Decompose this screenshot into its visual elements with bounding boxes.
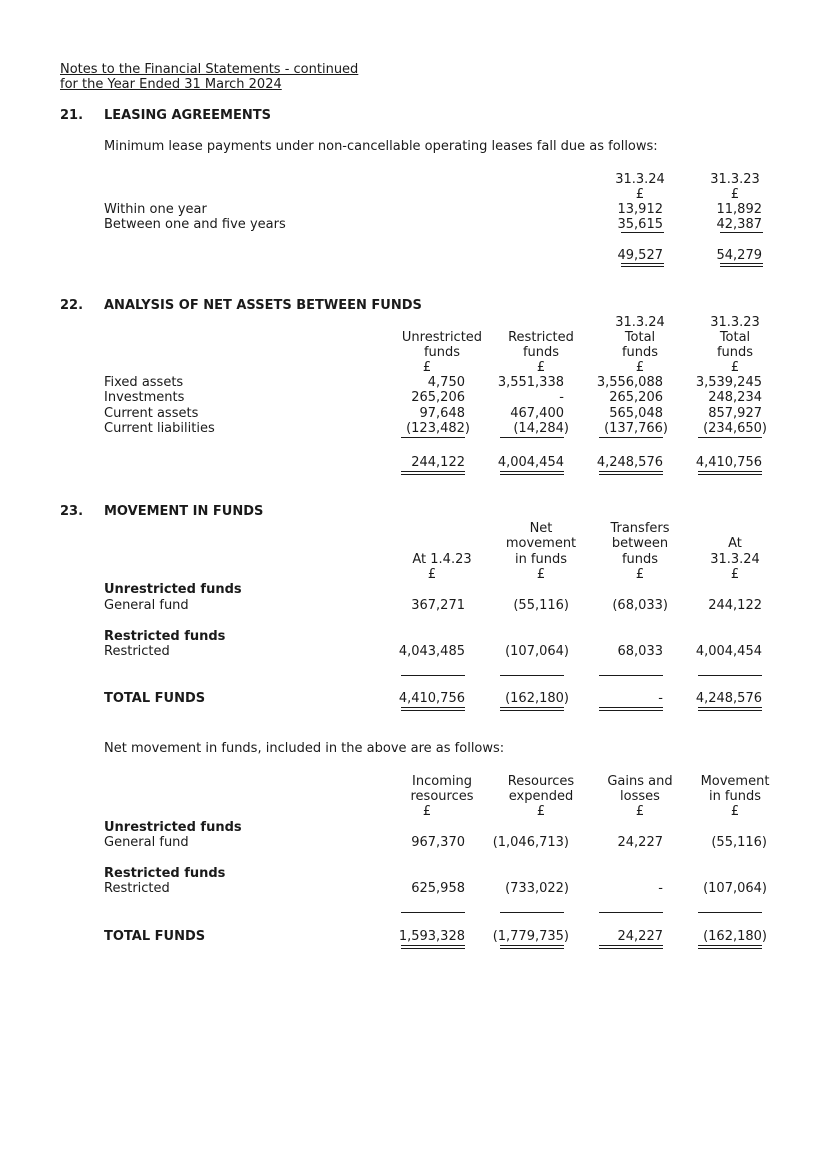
s23b-total-double-rule	[500, 945, 564, 949]
s22-total-double-rule	[401, 471, 465, 475]
s23-cell: (55,116)	[513, 598, 569, 613]
s22-cell: 565,048	[609, 406, 663, 421]
s22-total: 4,248,576	[596, 455, 663, 470]
s23b-cell: -	[658, 881, 663, 896]
s22-header: Restricted	[508, 330, 574, 345]
s23-cell: 367,271	[411, 598, 465, 613]
s23-unrestricted-heading: Unrestricted funds	[104, 582, 242, 597]
s21-total-2024: 49,527	[617, 248, 663, 263]
s22-row-label: Current assets	[104, 406, 199, 421]
section-22-number: 22.	[60, 298, 84, 313]
s22-header: Total	[624, 330, 656, 345]
s21-row-value-2024: 35,615	[617, 217, 663, 232]
s22-currency: £	[536, 360, 546, 375]
s23b-cell: 967,370	[411, 835, 465, 850]
s22-total-double-rule	[599, 471, 663, 475]
s22-cell: 3,556,088	[596, 375, 663, 390]
s23-total-double-rule	[599, 707, 663, 711]
s21-row-label: Within one year	[104, 202, 207, 217]
s21-subtotal-rule	[621, 232, 664, 233]
s23b-cell: (107,064)	[703, 881, 767, 896]
s22-subtotal-rule	[698, 437, 762, 438]
s21-currency-2023: £	[730, 187, 740, 202]
section-23-title: MOVEMENT IN FUNDS	[104, 504, 264, 519]
s23b-header: in funds	[708, 789, 762, 804]
s23b-restricted-heading: Restricted funds	[104, 866, 226, 881]
s22-cell: 3,551,338	[497, 375, 564, 390]
s23b-cell: 24,227	[617, 835, 663, 850]
s22-header: funds	[716, 345, 754, 360]
s22-cell: 248,234	[708, 390, 762, 405]
s21-row-value-2023: 42,387	[716, 217, 762, 232]
s23-header: movement	[505, 536, 577, 551]
s22-total-double-rule	[500, 471, 564, 475]
s22-cell: 3,539,245	[695, 375, 762, 390]
s22-subtotal-rule	[599, 437, 663, 438]
s23-cell: 4,004,454	[695, 644, 762, 659]
s23b-subtotal-rule	[599, 912, 663, 913]
s23-total-double-rule	[500, 707, 564, 711]
s22-cell: (14,284)	[513, 421, 569, 436]
s23-header: At 1.4.23	[412, 552, 472, 567]
s22-row-label: Current liabilities	[104, 421, 215, 436]
s23b-header: Resources	[507, 774, 575, 789]
s23b-total-double-rule	[599, 945, 663, 949]
s23-subtotal-rule	[698, 675, 762, 676]
s22-cell: 97,648	[419, 406, 465, 421]
s23b-total: 1,593,328	[398, 929, 465, 944]
s23b-cell: (733,022)	[505, 881, 569, 896]
s23b-total-double-rule	[698, 945, 762, 949]
s23-cell: 68,033	[617, 644, 663, 659]
s23b-cell: 625,958	[411, 881, 465, 896]
s23b-cell: (55,116)	[711, 835, 767, 850]
s23b-subtotal-rule	[698, 912, 762, 913]
s22-total: 244,122	[411, 455, 465, 470]
s22-header: Total	[719, 330, 751, 345]
s23-total: 4,248,576	[695, 691, 762, 706]
s23b-currency: £	[536, 804, 546, 819]
s23-subtotal-rule	[599, 675, 663, 676]
s22-header: funds	[522, 345, 560, 360]
s23-total-double-rule	[698, 707, 762, 711]
s23b-intro: Net movement in funds, included in the above are as follows:	[104, 741, 505, 756]
s22-cell: 467,400	[510, 406, 564, 421]
s23-total-double-rule	[401, 707, 465, 711]
s21-currency-2024: £	[635, 187, 645, 202]
s23-cell: 4,043,485	[398, 644, 465, 659]
s23-total: (162,180)	[505, 691, 569, 706]
s23b-total: (1,779,735)	[492, 929, 569, 944]
s23b-header: Incoming	[412, 774, 472, 789]
s23b-unrestricted-heading: Unrestricted funds	[104, 820, 242, 835]
s21-row-value-2024: 13,912	[617, 202, 663, 217]
s22-row-label: Investments	[104, 390, 185, 405]
s23-currency: £	[536, 567, 546, 582]
s23b-total-double-rule	[401, 945, 465, 949]
s23b-subtotal-rule	[500, 912, 564, 913]
header-line-2: for the Year Ended 31 March 2024	[60, 77, 282, 92]
s23b-header: Gains and	[607, 774, 673, 789]
s21-row-value-2023: 11,892	[716, 202, 762, 217]
s23-header: At	[728, 536, 742, 551]
s23b-total-label: TOTAL FUNDS	[104, 929, 206, 944]
s23b-general-fund-label: General fund	[104, 835, 189, 850]
s22-currency: £	[635, 360, 645, 375]
s21-row-label: Between one and five years	[104, 217, 286, 232]
s23-currency: £	[427, 567, 437, 582]
s22-total: 4,004,454	[497, 455, 564, 470]
s22-header: funds	[423, 345, 461, 360]
section-21-intro: Minimum lease payments under non-cancellable operating leases fall due as follows:	[104, 139, 658, 154]
s23b-total: (162,180)	[703, 929, 767, 944]
s23-total: -	[658, 691, 663, 706]
s23b-subtotal-rule	[401, 912, 465, 913]
s21-col-header-2023: 31.3.23	[710, 172, 760, 187]
s22-cell: 265,206	[609, 390, 663, 405]
s23b-currency: £	[635, 804, 645, 819]
s23-total-label: TOTAL FUNDS	[104, 691, 206, 706]
s23b-header: losses	[620, 789, 660, 804]
s23-general-fund-label: General fund	[104, 598, 189, 613]
s22-cell: (123,482)	[406, 421, 470, 436]
s21-total-double-rule	[621, 263, 664, 267]
s22-header: Unrestricted	[401, 330, 483, 345]
s23b-cell: (1,046,713)	[492, 835, 569, 850]
s23-cell: (68,033)	[612, 598, 668, 613]
section-23-number: 23.	[60, 504, 84, 519]
s22-cell: 4,750	[427, 375, 465, 390]
s23-header: in funds	[514, 552, 568, 567]
s22-header: funds	[621, 345, 659, 360]
s21-total-double-rule	[720, 263, 763, 267]
s23b-currency: £	[422, 804, 432, 819]
section-21-number: 21.	[60, 108, 84, 123]
s23-restricted-label: Restricted	[104, 644, 170, 659]
s23-header: 31.3.24	[710, 552, 760, 567]
s22-row-label: Fixed assets	[104, 375, 184, 390]
s22-currency: £	[422, 360, 432, 375]
s21-subtotal-rule	[720, 232, 763, 233]
s23b-restricted-label: Restricted	[104, 881, 170, 896]
s23b-header: Movement	[700, 774, 770, 789]
s22-cell: 857,927	[708, 406, 762, 421]
s23-header: between	[611, 536, 669, 551]
s22-total-double-rule	[698, 471, 762, 475]
s22-cell: (137,766)	[604, 421, 668, 436]
s23-currency: £	[730, 567, 740, 582]
s23b-header: expended	[508, 789, 574, 804]
s23-header: funds	[621, 552, 659, 567]
s22-header: 31.3.23	[710, 315, 760, 330]
s22-currency: £	[730, 360, 740, 375]
s23b-header: resources	[410, 789, 474, 804]
section-21-title: LEASING AGREEMENTS	[104, 108, 271, 123]
s23-subtotal-rule	[401, 675, 465, 676]
s23b-currency: £	[730, 804, 740, 819]
s22-cell: (234,650)	[703, 421, 767, 436]
s22-subtotal-rule	[401, 437, 465, 438]
s23-total: 4,410,756	[398, 691, 465, 706]
s21-total-2023: 54,279	[716, 248, 762, 263]
s23-header: Transfers	[610, 521, 670, 536]
s23b-total: 24,227	[617, 929, 663, 944]
s23-cell: 244,122	[708, 598, 762, 613]
s22-total: 4,410,756	[695, 455, 762, 470]
s22-cell: 265,206	[411, 390, 465, 405]
s21-col-header-2024: 31.3.24	[615, 172, 665, 187]
s23-header: Net	[529, 521, 553, 536]
section-22-title: ANALYSIS OF NET ASSETS BETWEEN FUNDS	[104, 298, 422, 313]
s23-cell: (107,064)	[505, 644, 569, 659]
s23-subtotal-rule	[500, 675, 564, 676]
s22-header: 31.3.24	[615, 315, 665, 330]
s22-cell: -	[559, 390, 564, 405]
s22-subtotal-rule	[500, 437, 564, 438]
header-line-1: Notes to the Financial Statements - continued	[60, 62, 359, 77]
s23-restricted-heading: Restricted funds	[104, 629, 226, 644]
s23-currency: £	[635, 567, 645, 582]
